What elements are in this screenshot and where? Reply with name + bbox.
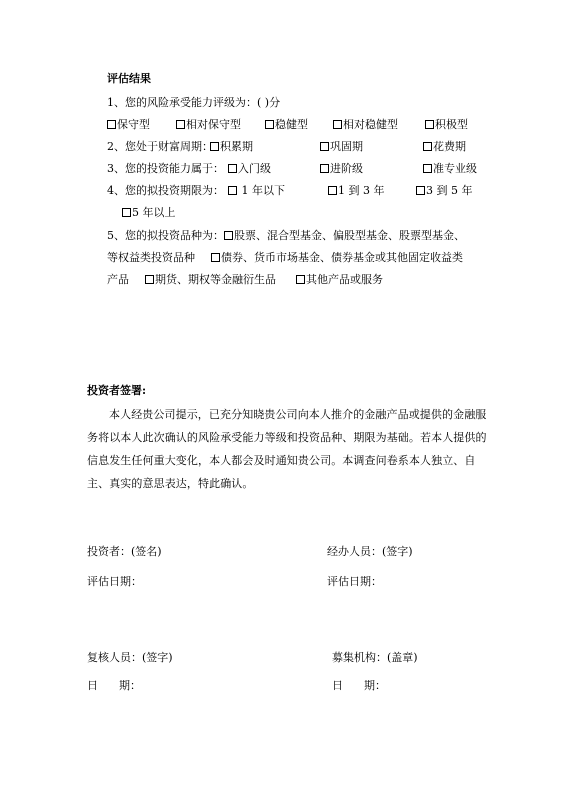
- date-left: 日 期：: [87, 679, 141, 692]
- q1-option-1[interactable]: 相对保守型: [176, 118, 241, 132]
- checkbox-icon[interactable]: [328, 186, 337, 195]
- checkbox-icon[interactable]: [320, 142, 329, 151]
- eval-date-right: 评估日期：: [327, 575, 382, 588]
- q4-option-2[interactable]: 3 到 5 年: [416, 184, 473, 198]
- checkbox-icon[interactable]: [416, 186, 425, 195]
- checkbox-icon[interactable]: [423, 142, 432, 151]
- q5-line1: 5、您的拟投资品种为： 股票、混合型基金、偏股型基金、股票型基金、: [107, 229, 465, 242]
- q2-option-1[interactable]: 巩固期: [320, 140, 363, 154]
- q1-option-2[interactable]: 稳健型: [265, 118, 308, 132]
- agent-sign-label: 经办人员：(签字): [327, 545, 413, 558]
- checkbox-icon[interactable]: [228, 164, 237, 173]
- signature-heading: 投资者签署:: [87, 384, 147, 397]
- date-right: 日 期：: [332, 679, 386, 692]
- checkbox-icon[interactable]: [228, 186, 237, 195]
- checkbox-icon[interactable]: [296, 275, 305, 284]
- q1-option-4[interactable]: 积极型: [425, 118, 468, 132]
- q3-option-0[interactable]: 入门级: [228, 162, 271, 176]
- checkbox-icon[interactable]: [210, 142, 219, 151]
- q2-label: 2、您处于财富周期：: [107, 140, 213, 153]
- checkbox-icon[interactable]: [145, 275, 154, 284]
- q2-option-0[interactable]: 积累期: [210, 140, 253, 154]
- q1-option-3[interactable]: 相对稳健型: [333, 118, 398, 132]
- institution-seal-label: 募集机构：(盖章): [332, 651, 418, 664]
- q2-option-2[interactable]: 花费期: [423, 140, 466, 154]
- reviewer-sign-label: 复核人员：(签字): [87, 651, 173, 664]
- q1-text: 1、您的风险承受能力评级为：( )分: [107, 96, 281, 109]
- checkbox-icon[interactable]: [107, 120, 116, 129]
- checkbox-icon[interactable]: [176, 120, 185, 129]
- checkbox-icon[interactable]: [423, 164, 432, 173]
- declaration-paragraph: 本人经贵公司提示，已充分知晓贵公司向本人推介的金融产品或提供的金融服务将以本人此次确认的风险承受能力等级和投资品种、期限为基础。若本人提供的信息发生任何重大变化，本人都会及时通知贵公司。本调查问卷系本人独立、自主、真实的意思表达，特此确认。: [87, 408, 487, 490]
- q3-label: 3、您的投资能力属于：: [107, 162, 224, 175]
- checkbox-icon[interactable]: [211, 253, 220, 262]
- q5-line3: 产品 期货、期权等金融衍生品 其他产品或服务: [107, 273, 383, 286]
- checkbox-icon[interactable]: [333, 120, 342, 129]
- checkbox-icon[interactable]: [265, 120, 274, 129]
- eval-heading: 评估结果: [107, 72, 151, 85]
- checkbox-icon[interactable]: [224, 231, 233, 240]
- eval-date-left: 评估日期：: [87, 575, 142, 588]
- q5-line2: 等权益类投资品种 债券、货币市场基金、债券基金或其他固定收益类: [107, 251, 463, 264]
- q4-option-1[interactable]: 1 到 3 年: [328, 184, 385, 198]
- q3-option-2[interactable]: 准专业级: [423, 162, 477, 176]
- q4-option-3[interactable]: 5 年以上: [122, 206, 176, 220]
- q4-option-0[interactable]: 1 年以下: [228, 184, 285, 198]
- q4-label: 4、您的拟投资期限为：: [107, 184, 224, 197]
- q3-option-1[interactable]: 进阶级: [320, 162, 363, 176]
- investor-sign-label: 投资者：(签名): [87, 545, 162, 558]
- checkbox-icon[interactable]: [122, 208, 131, 217]
- checkbox-icon[interactable]: [425, 120, 434, 129]
- checkbox-icon[interactable]: [320, 164, 329, 173]
- q1-option-0[interactable]: 保守型: [107, 118, 150, 132]
